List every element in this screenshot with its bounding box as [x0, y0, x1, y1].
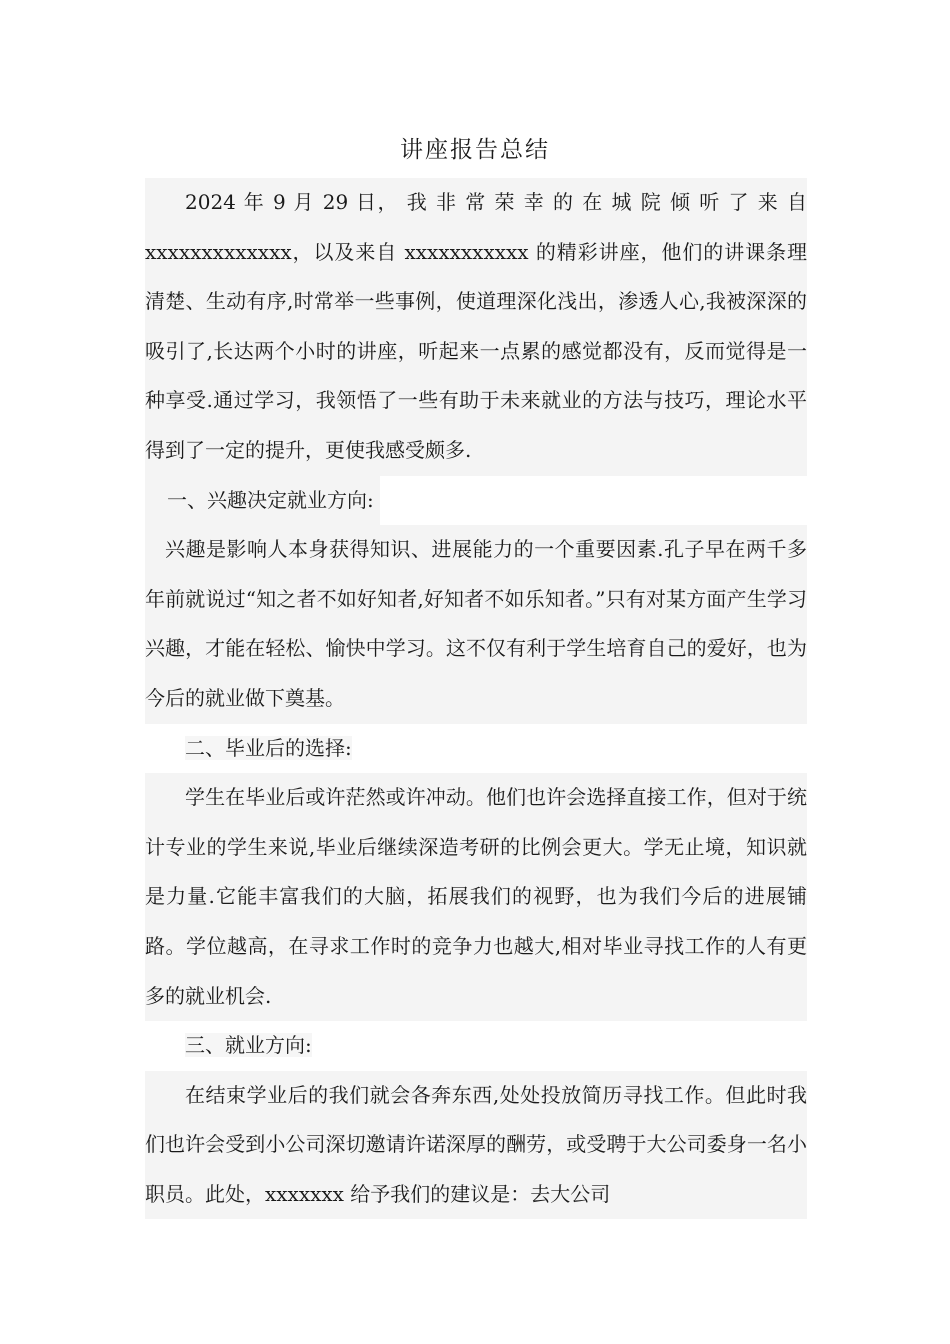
section-paragraph-2: 学生在毕业后或许茫然或许冲动。他们也许会选择直接工作，但对于统计专业的学生来说,毕业后继续深造考研的比例会更大。学无止境，知识就是力量.它能丰富我们的大脑，拓展我们的视野，也为我们今后的进展铺路。学位越高，在寻求工作时的竞争力也越大,相对毕业寻找工作的人有更多的就业机会.	[145, 773, 807, 1021]
document-title: 讲座报告总结	[400, 137, 550, 163]
section-heading-2	[145, 724, 807, 774]
section-heading-1-text: 一、兴趣决定就业方向:	[145, 476, 380, 526]
section-heading-1	[145, 476, 807, 526]
section-heading-2-text: 二、毕业后的选择:	[185, 735, 352, 760]
document-body	[145, 178, 807, 1219]
section-paragraph-1: 兴趣是影响人本身获得知识、进展能力的一个重要因素.孔子早在两千多年前就说过“知之者不如好知者,好知者不如乐知者。”只有对某方面产生学习兴趣，才能在轻松、愉快中学习。这不仅有利于学生培育自己的爱好，也为今后的就业做下奠基。	[145, 525, 807, 723]
section-paragraph-3: 在结束学业后的我们就会各奔东西,处处投放简历寻找工作。但此时我们也许会受到小公司深切邀请许诺深厚的酬劳，或受聘于大公司委身一名小职员。此处，xxxxxxx 给予我们的建议是：去大公司	[145, 1071, 807, 1220]
section-heading-3	[145, 1021, 807, 1071]
intro-paragraph: 2024 年 9 月 29 日， 我 非 常 荣 幸 的 在 城 院 倾 听 了 来 自 xxxxxxxxxxxxx，以及来自 xxxxxxxxxxx 的精彩讲座，他们的讲课条理清楚、生动有序,时常举一些事例，使道理深化浅出，渗透人心,我被深深的吸引了,长达两个小时的讲座，听起来一点累的感觉都没有，反而觉得是一种享受.通过学习，我领悟了一些有助于未来就业的方法与技巧，理论水平得到了一定的提升，更使我感受颇多.	[145, 178, 807, 476]
section-heading-3-text: 三、就业方向:	[185, 1033, 312, 1058]
